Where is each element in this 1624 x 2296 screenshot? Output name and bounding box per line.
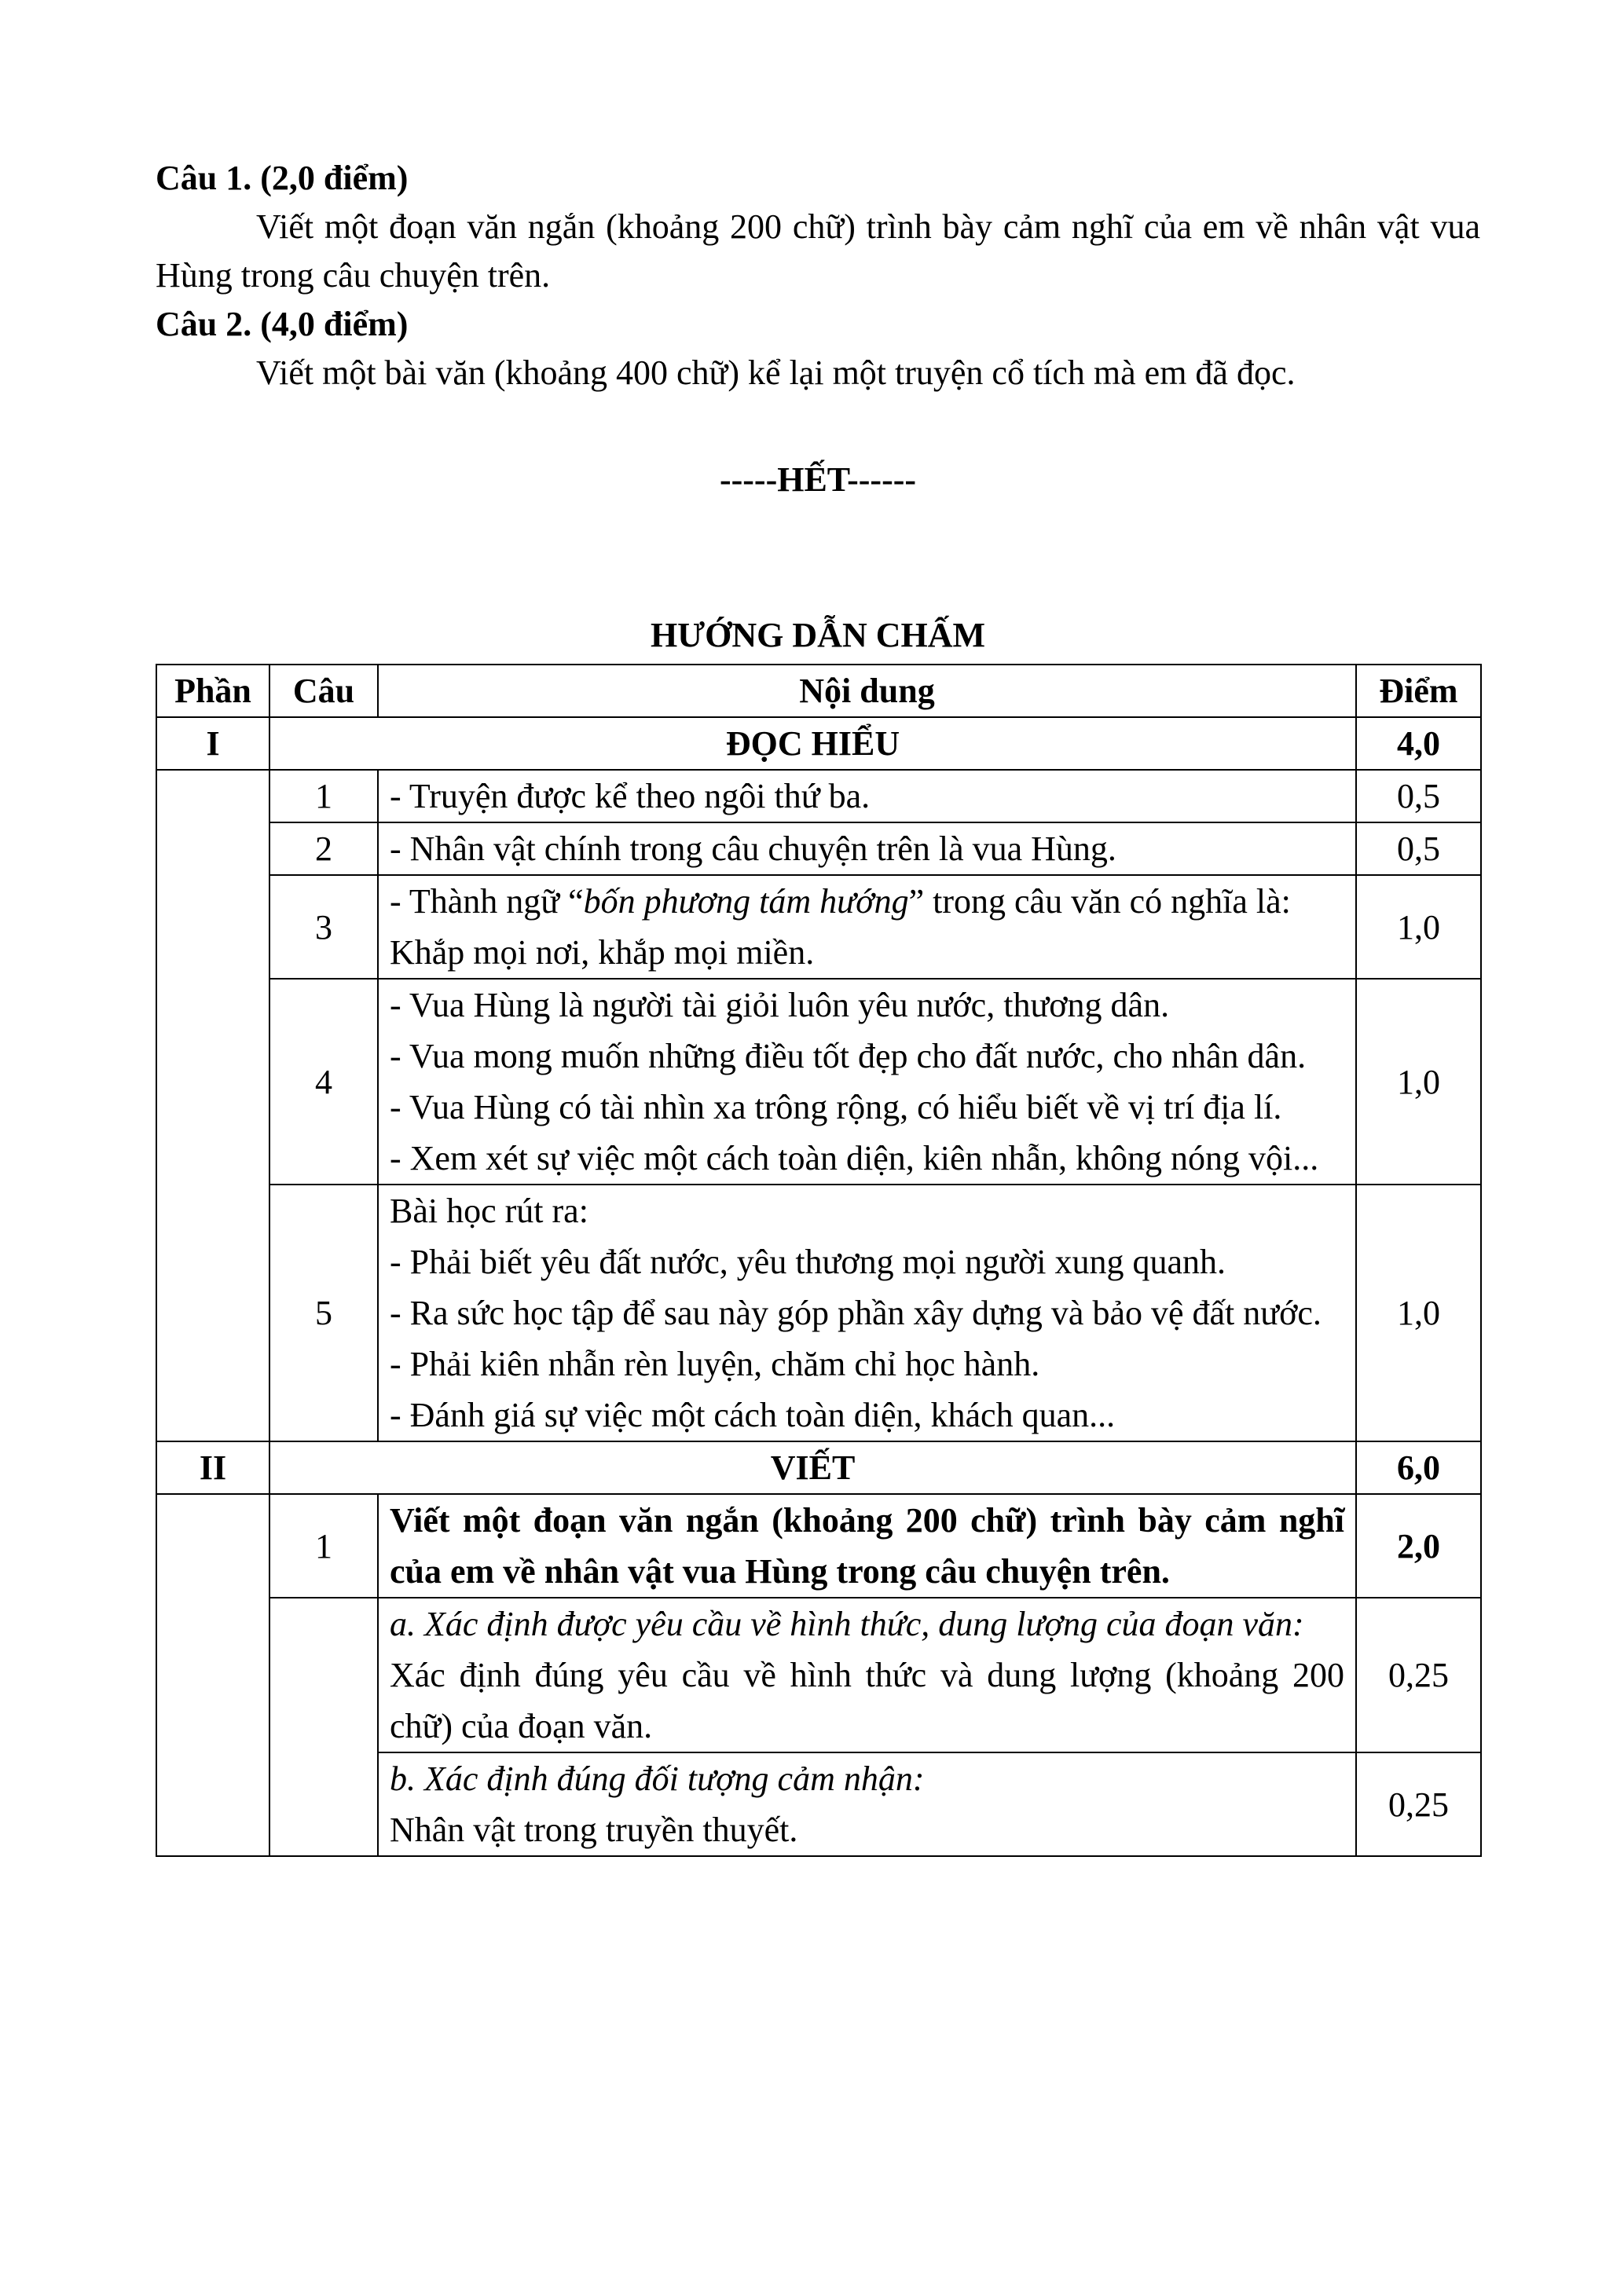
content-line: - Vua Hùng có tài nhìn xa trông rộng, có hiểu biết về vị trí địa lí. xyxy=(390,1088,1282,1126)
table-header-row xyxy=(156,665,1481,717)
section-phan: II xyxy=(156,1441,269,1494)
content-line: - Vua mong muốn những điều tốt đẹp cho đất nước, cho nhân dân. xyxy=(390,1037,1307,1075)
row-content: Viết một đoạn văn ngắn (khoảng 200 chữ) trình bày cảm nghĩ của em về nhân vật vua Hùng trong câu chuyện trên. xyxy=(378,1494,1356,1598)
content-line-prefix: - Thành ngữ “ xyxy=(390,882,584,921)
row-cau: 4 xyxy=(269,979,378,1185)
row-cau: 5 xyxy=(269,1185,378,1441)
table-row xyxy=(156,875,1481,979)
empty-phan-cell xyxy=(156,1494,269,1856)
row-score: 1,0 xyxy=(1356,979,1481,1185)
content-line: - Vua Hùng là người tài giỏi luôn yêu nước, thương dân. xyxy=(390,986,1170,1024)
row-cau: 3 xyxy=(269,875,378,979)
row-cau: 1 xyxy=(269,770,378,822)
table-row xyxy=(156,1494,1481,1598)
criterion-score: 0,25 xyxy=(1356,1598,1481,1752)
grading-table xyxy=(156,664,1482,1857)
criterion-body: Xác định đúng yêu cầu về hình thức và dung lượng (khoảng 200 chữ) của đoạn văn. xyxy=(390,1656,1344,1745)
section-score: 4,0 xyxy=(1356,717,1481,770)
section-row-viet xyxy=(156,1441,1481,1494)
criterion-body: Nhân vật trong truyền thuyết. xyxy=(390,1811,798,1849)
table-row xyxy=(156,770,1481,822)
section-score: 6,0 xyxy=(1356,1441,1481,1494)
row-score: 0,5 xyxy=(1356,822,1481,875)
row-cau: 2 xyxy=(269,822,378,875)
row-content xyxy=(378,770,1356,822)
content-line-suffix: ” trong câu văn có nghĩa là: xyxy=(908,882,1291,921)
header-cau: Câu xyxy=(269,665,378,717)
criterion-content xyxy=(378,1752,1356,1856)
content-line: - Xem xét sự việc một cách toàn diện, kiên nhẫn, không nóng vội... xyxy=(390,1139,1319,1177)
grading-guide-title: HƯỚNG DẪN CHẤM xyxy=(650,616,986,654)
content-line: Bài học rút ra: xyxy=(390,1192,588,1230)
header-phan: Phần xyxy=(156,665,269,717)
section-phan: I xyxy=(156,717,269,770)
empty-cau-cell xyxy=(269,1598,378,1856)
row-content xyxy=(378,875,1356,979)
idiom-italic: bốn phương tám hướng xyxy=(583,882,909,921)
row-cau: 1 xyxy=(269,1494,378,1598)
criterion-content xyxy=(378,1598,1356,1752)
row-score: 2,0 xyxy=(1356,1494,1481,1598)
table-row xyxy=(156,979,1481,1185)
table-row xyxy=(156,822,1481,875)
content-line: - Đánh giá sự việc một cách toàn diện, khách quan... xyxy=(390,1396,1116,1434)
section-name: VIẾT xyxy=(269,1441,1356,1494)
row-score: 1,0 xyxy=(1356,875,1481,979)
header-diem: Điểm xyxy=(1356,665,1481,717)
content-line: - Ra sức học tập để sau này góp phần xây dựng và bảo vệ đất nước. xyxy=(390,1294,1322,1332)
row-score: 1,0 xyxy=(1356,1185,1481,1441)
criterion-score: 0,25 xyxy=(1356,1752,1481,1856)
content-line: Khắp mọi nơi, khắp mọi miền. xyxy=(390,933,815,972)
writing-question-2-text: Viết một bài văn (khoảng 400 chữ) kể lại một truyện cổ tích mà em đã đọc. xyxy=(256,353,1296,392)
content-line: - Phải kiên nhẫn rèn luyện, chăm chỉ học hành. xyxy=(390,1345,1040,1383)
row-content xyxy=(378,822,1356,875)
criterion-heading: b. Xác định đúng đối tượng cảm nhận: xyxy=(390,1760,925,1798)
table-row xyxy=(156,1185,1481,1441)
content-line xyxy=(390,876,1344,927)
section-name: ĐỌC HIỂU xyxy=(269,717,1356,770)
content-line: - Truyện được kể theo ngôi thứ ba. xyxy=(390,777,871,815)
row-content xyxy=(378,979,1356,1185)
row-content xyxy=(378,1185,1356,1441)
content-line: - Phải biết yêu đất nước, yêu thương mọi người xung quanh. xyxy=(390,1243,1226,1281)
content-line: - Nhân vật chính trong câu chuyện trên là vua Hùng. xyxy=(390,829,1116,868)
table-row xyxy=(156,1598,1481,1752)
section-row-doc-hieu xyxy=(156,717,1481,770)
end-mark: -----HẾT------ xyxy=(719,460,917,499)
writing-question-1-text: Viết một đoạn văn ngắn (khoảng 200 chữ) trình bày cảm nghĩ của em về nhân vật vua Hùng trong câu chuyện trên. xyxy=(156,207,1480,295)
row-score: 0,5 xyxy=(1356,770,1481,822)
criterion-heading: a. Xác định được yêu cầu về hình thức, dung lượng của đoạn văn: xyxy=(390,1605,1304,1643)
empty-phan-cell xyxy=(156,770,269,1441)
writing-question-1-title: Câu 1. (2,0 điểm) xyxy=(156,159,409,197)
header-noi-dung: Nội dung xyxy=(378,665,1356,717)
writing-question-2-title: Câu 2. (4,0 điểm) xyxy=(156,305,409,343)
